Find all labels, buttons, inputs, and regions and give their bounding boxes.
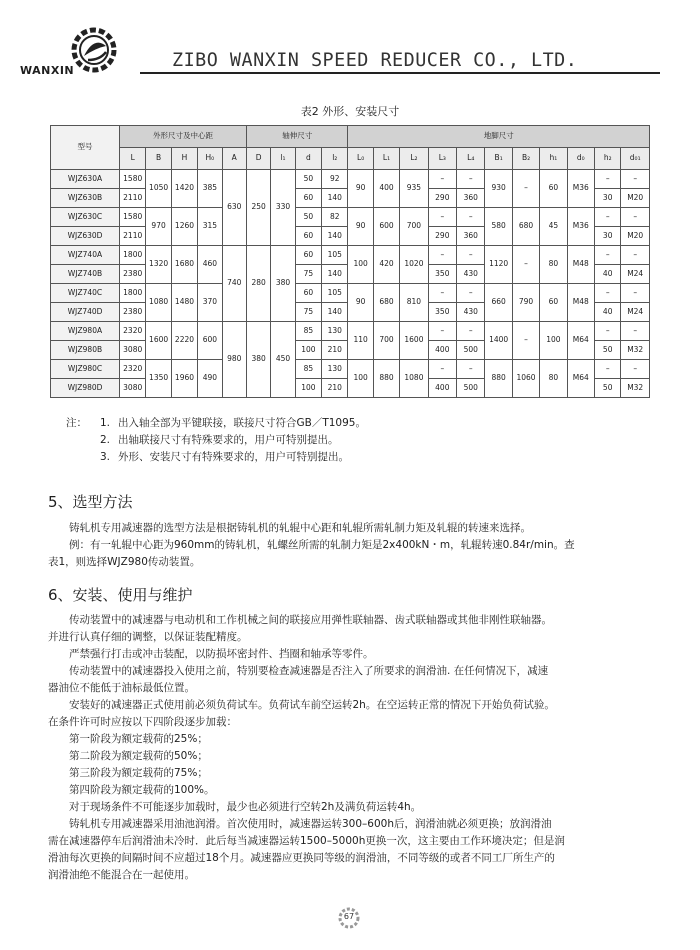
table-cell: 210 [322, 341, 348, 360]
model-cell: WJZ980B [51, 341, 120, 360]
table-cell: 2320 [120, 360, 146, 379]
table-cell: 1060 [512, 360, 539, 398]
table-cell: 1800 [120, 284, 146, 303]
table-cell: 450 [271, 322, 295, 398]
table-cell: 140 [322, 303, 348, 322]
model-cell: WJZ740C [51, 284, 120, 303]
table-cell: – [621, 170, 650, 189]
table-cell: 50 [595, 341, 621, 360]
column-header: B₁ [485, 148, 512, 170]
column-header: L₄ [457, 148, 485, 170]
paragraph-line: 第二阶段为额定载荷的50%； [69, 750, 208, 762]
table-cell: 1580 [120, 170, 146, 189]
table-cell: 250 [246, 170, 270, 246]
table-cell: 90 [348, 284, 373, 322]
model-cell: WJZ980C [51, 360, 120, 379]
table-cell: 280 [246, 246, 270, 322]
table-cell: 400 [428, 379, 456, 398]
table-cell: – [428, 208, 456, 227]
paragraph-line: 第四阶段为额定载荷的100%。 [69, 784, 215, 796]
table-cell: 100 [295, 379, 321, 398]
table-cell: 360 [457, 227, 485, 246]
table-cell: M20 [621, 227, 650, 246]
table-cell: 1800 [120, 246, 146, 265]
table-cell: 3080 [120, 379, 146, 398]
paragraph: 表1，则选择WJZ980传动装置。 [48, 556, 201, 568]
table-cell: – [457, 246, 485, 265]
table-cell: 935 [400, 170, 428, 208]
table-cell: 110 [348, 322, 373, 360]
table-cell: M32 [621, 341, 650, 360]
paragraph-line: 传动装置中的减速器与电动机和工作机械之间的联接应用弹性联轴器、齿式联轴器或其他非刚性联轴器。 [69, 614, 552, 626]
table-cell: M64 [567, 322, 594, 360]
table-cell: M36 [567, 170, 594, 208]
model-cell: WJZ630B [51, 189, 120, 208]
table-cell: 75 [295, 303, 321, 322]
table-cell: 400 [373, 170, 399, 208]
table-cell: 290 [428, 227, 456, 246]
table-cell: 2110 [120, 189, 146, 208]
table-cell: – [595, 360, 621, 379]
paragraph-line: 对于现场条件不可能逐步加载时，最少也必须进行空转2h及满负荷运转4h。 [69, 801, 422, 813]
table-cell: 100 [348, 360, 373, 398]
table-cell: 400 [428, 341, 456, 360]
paragraph-line: 需在减速器停车后润滑油未冷时．此后每当减速器运转1500–5000h更换一次，这主要由工作环境决定；但是润 [48, 835, 565, 847]
section-6-heading: 6、安装、使用与维护 [48, 586, 193, 604]
table-cell: 315 [198, 208, 222, 246]
table-cell: 680 [512, 208, 539, 246]
table-cell: – [457, 170, 485, 189]
table-cell: 500 [457, 341, 485, 360]
table-cell: – [512, 246, 539, 284]
model-header: 型号 [51, 126, 120, 170]
table-cell: 3080 [120, 341, 146, 360]
paragraph-line: 器油位不能低于油标最低位置。 [48, 682, 195, 694]
table-cell: – [621, 360, 650, 379]
table-cell: 75 [295, 265, 321, 284]
paragraph-line: 铸轧机专用减速器采用油池润滑。首次使用时，减速器运转300–600h后，润滑油就必须更换；放润滑油 [69, 818, 552, 830]
table-cell: M48 [567, 284, 594, 322]
table-row [51, 170, 650, 189]
table-cell: – [621, 246, 650, 265]
table-cell: 660 [485, 284, 512, 322]
paragraph-line: 滑油每次更换的间隔时间不应超过18个月。减速器应更换同等级的润滑油，不同等级的或者不同工厂所生产的 [48, 852, 555, 864]
table-cell: 100 [348, 246, 373, 284]
table-cell: – [457, 360, 485, 379]
table-cell: 430 [457, 303, 485, 322]
table-cell: 970 [146, 208, 171, 246]
table-cell: 880 [485, 360, 512, 398]
table-cell: – [595, 322, 621, 341]
paragraph: 例：有一轧辊中心距为960mm的铸轧机，轧螺丝所需的轧制力矩是2x400kN・m，轧辊转速0.84r/min。查 [69, 539, 575, 551]
table-cell: 1600 [146, 322, 171, 360]
section-5-heading: 5、选型方法 [48, 493, 133, 511]
note-item: 2. 出轴联接尺寸有特殊要求的，用户可特别提出。 [100, 434, 339, 446]
table-cell: 1420 [171, 170, 197, 208]
table-cell: 580 [485, 208, 512, 246]
table-cell: 2380 [120, 265, 146, 284]
table-cell: – [457, 208, 485, 227]
table-cell: – [621, 208, 650, 227]
table-cell: 60 [295, 189, 321, 208]
table-row [51, 246, 650, 265]
table-cell: 60 [295, 284, 321, 303]
table-cell: – [428, 284, 456, 303]
section-5-body [48, 520, 662, 571]
table-cell: 105 [322, 284, 348, 303]
table-header-row [51, 126, 650, 148]
table-cell: 85 [295, 322, 321, 341]
table-cell: 30 [595, 227, 621, 246]
table-cell: 40 [595, 303, 621, 322]
column-header: L₃ [428, 148, 456, 170]
table-cell: 100 [295, 341, 321, 360]
table-cell: 2110 [120, 227, 146, 246]
paragraph-line: 并进行认真仔细的调整，以保证装配精度。 [48, 631, 248, 643]
column-header: L₁ [373, 148, 399, 170]
table-cell: 1320 [146, 246, 171, 284]
brand-name: WANXIN [20, 64, 75, 77]
group-header: 地脚尺寸 [348, 126, 650, 148]
table-cell: 430 [457, 265, 485, 284]
paragraph: 铸轧机专用减速器的选型方法是根据铸轧机的轧辊中心距和轧辊所需轧制力矩及轧辊的转速来选择。 [69, 522, 531, 534]
table-cell: 980 [222, 322, 246, 398]
page-number: 67 [334, 906, 364, 930]
table-cell: 140 [322, 265, 348, 284]
column-header: B [146, 148, 171, 170]
company-logo [18, 24, 138, 80]
table-cell: 880 [373, 360, 399, 398]
table-cell: 700 [400, 208, 428, 246]
group-header: 外形尺寸及中心距 [120, 126, 247, 148]
model-cell: WJZ630C [51, 208, 120, 227]
note-item: 注： 1. 出入轴全部为平键联接，联接尺寸符合GB／T1095。 [66, 417, 366, 429]
table-cell: – [428, 246, 456, 265]
table-cell: 700 [373, 322, 399, 360]
table-cell: – [595, 284, 621, 303]
table-cell: 105 [322, 246, 348, 265]
column-header: d₀ [567, 148, 594, 170]
table-cell: 290 [428, 189, 456, 208]
company-name: ZIBO WANXIN SPEED REDUCER CO., LTD. [172, 49, 578, 71]
table-cell: 350 [428, 303, 456, 322]
column-header: l₂ [322, 148, 348, 170]
model-cell: WJZ740D [51, 303, 120, 322]
table-cell: 50 [595, 379, 621, 398]
table-cell: 1600 [400, 322, 428, 360]
table-cell: – [428, 322, 456, 341]
table-cell: 100 [540, 322, 567, 360]
table-cell: 30 [595, 189, 621, 208]
table-cell: 810 [400, 284, 428, 322]
table-cell: – [595, 246, 621, 265]
table-cell: M20 [621, 189, 650, 208]
table-cell: – [457, 322, 485, 341]
table-cell: 40 [595, 265, 621, 284]
column-header: L [120, 148, 146, 170]
table-row [51, 208, 650, 227]
table-cell: 1400 [485, 322, 512, 360]
table-cell: 90 [348, 208, 373, 246]
table-cell: 360 [457, 189, 485, 208]
table-cell: 460 [198, 246, 222, 284]
table-cell: 140 [322, 189, 348, 208]
table-cell: 80 [540, 360, 567, 398]
table-cell: 60 [295, 246, 321, 265]
table-cell: 600 [198, 322, 222, 360]
table-cell: 420 [373, 246, 399, 284]
table-cell: 1050 [146, 170, 171, 208]
table-cell: 1120 [485, 246, 512, 284]
table-cell: M32 [621, 379, 650, 398]
table-cell: – [595, 208, 621, 227]
table-row [51, 284, 650, 303]
table-cell: 85 [295, 360, 321, 379]
table-cell: 740 [222, 246, 246, 322]
table-cell: 1350 [146, 360, 171, 398]
table-cell: 385 [198, 170, 222, 208]
note-item: 3. 外形、安装尺寸有特殊要求的，用户可特别提出。 [100, 451, 349, 463]
column-header: d [295, 148, 321, 170]
section-6-body [48, 612, 662, 884]
paragraph-line: 严禁强行打击或冲击装配，以防损坏密封件、挡圈和轴承等零件。 [69, 648, 374, 660]
table-cell: – [621, 284, 650, 303]
column-header: A [222, 148, 246, 170]
table-cell: 92 [322, 170, 348, 189]
header-divider [140, 72, 660, 74]
table-cell: 60 [540, 284, 567, 322]
table-row [51, 322, 650, 341]
table-cell: 680 [373, 284, 399, 322]
table-cell: 370 [198, 284, 222, 322]
table-cell: 1020 [400, 246, 428, 284]
paragraph-line: 润滑油绝不能混合在一起使用。 [48, 869, 195, 881]
paragraph-line: 第一阶段为额定载荷的25%； [69, 733, 208, 745]
table-cell: 90 [348, 170, 373, 208]
table-cell: – [621, 322, 650, 341]
table-cell: – [512, 322, 539, 360]
table-cell: 2320 [120, 322, 146, 341]
table-cell: 50 [295, 170, 321, 189]
table-cell: 1580 [120, 208, 146, 227]
table-cell: 210 [322, 379, 348, 398]
dimension-table [50, 125, 650, 398]
table-cell: 60 [295, 227, 321, 246]
model-cell: WJZ980D [51, 379, 120, 398]
table-cell: – [457, 284, 485, 303]
model-cell: WJZ630A [51, 170, 120, 189]
table-cell: – [512, 170, 539, 208]
table-cell: 1680 [171, 246, 197, 284]
group-header: 轴伸尺寸 [246, 126, 348, 148]
table-cell: 2220 [171, 322, 197, 360]
column-header: D [246, 148, 270, 170]
paragraph-line: 安装好的减速器正式使用前必须负荷试车。负荷试车前空运转2h。在空运转正常的情况下开始负荷试验。 [69, 699, 555, 711]
table-title: 表2 外形、安装尺寸 [300, 105, 400, 118]
table-cell: 630 [222, 170, 246, 246]
table-cell: M64 [567, 360, 594, 398]
paragraph-line: 第三阶段为额定载荷的75%； [69, 767, 208, 779]
model-cell: WJZ740A [51, 246, 120, 265]
column-header: L₀ [348, 148, 373, 170]
table-cell: 2380 [120, 303, 146, 322]
table-cell: 350 [428, 265, 456, 284]
column-header: h₂ [595, 148, 621, 170]
model-cell: WJZ740B [51, 265, 120, 284]
table-cell: 1080 [146, 284, 171, 322]
table-cell: 1480 [171, 284, 197, 322]
table-cell: – [595, 170, 621, 189]
table-cell: 490 [198, 360, 222, 398]
column-header: B₂ [512, 148, 539, 170]
table-cell: 330 [271, 170, 295, 246]
table-cell: 1960 [171, 360, 197, 398]
column-header: d₀₁ [621, 148, 650, 170]
table-cell: 45 [540, 208, 567, 246]
table-cell: 130 [322, 360, 348, 379]
paragraph-line: 传动装置中的减速器投入使用之前，特别要检查减速器是否注入了所要求的润滑油. 在任何情况下，减速 [69, 665, 549, 677]
table-cell: 82 [322, 208, 348, 227]
table-cell: 380 [271, 246, 295, 322]
table-cell: 1260 [171, 208, 197, 246]
table-cell: 140 [322, 227, 348, 246]
table-cell: M36 [567, 208, 594, 246]
column-header: h₁ [540, 148, 567, 170]
table-cell: 130 [322, 322, 348, 341]
paragraph-line: 在条件许可时应按以下四阶段逐步加载： [48, 716, 237, 728]
model-cell: WJZ630D [51, 227, 120, 246]
column-header: H₀ [198, 148, 222, 170]
model-cell: WJZ980A [51, 322, 120, 341]
table-cell: 380 [246, 322, 270, 398]
table-header-row [51, 148, 650, 170]
table-cell: M24 [621, 303, 650, 322]
table-cell: – [428, 170, 456, 189]
table-cell: M48 [567, 246, 594, 284]
table-cell: 930 [485, 170, 512, 208]
table-cell: 500 [457, 379, 485, 398]
table-notes [66, 415, 366, 466]
table-cell: – [428, 360, 456, 379]
table-cell: M24 [621, 265, 650, 284]
table-cell: 80 [540, 246, 567, 284]
column-header: L₂ [400, 148, 428, 170]
column-header: H [171, 148, 197, 170]
table-row [51, 360, 650, 379]
table-cell: 1080 [400, 360, 428, 398]
table-cell: 790 [512, 284, 539, 322]
table-cell: 50 [295, 208, 321, 227]
column-header: l₁ [271, 148, 295, 170]
table-cell: 60 [540, 170, 567, 208]
table-cell: 600 [373, 208, 399, 246]
